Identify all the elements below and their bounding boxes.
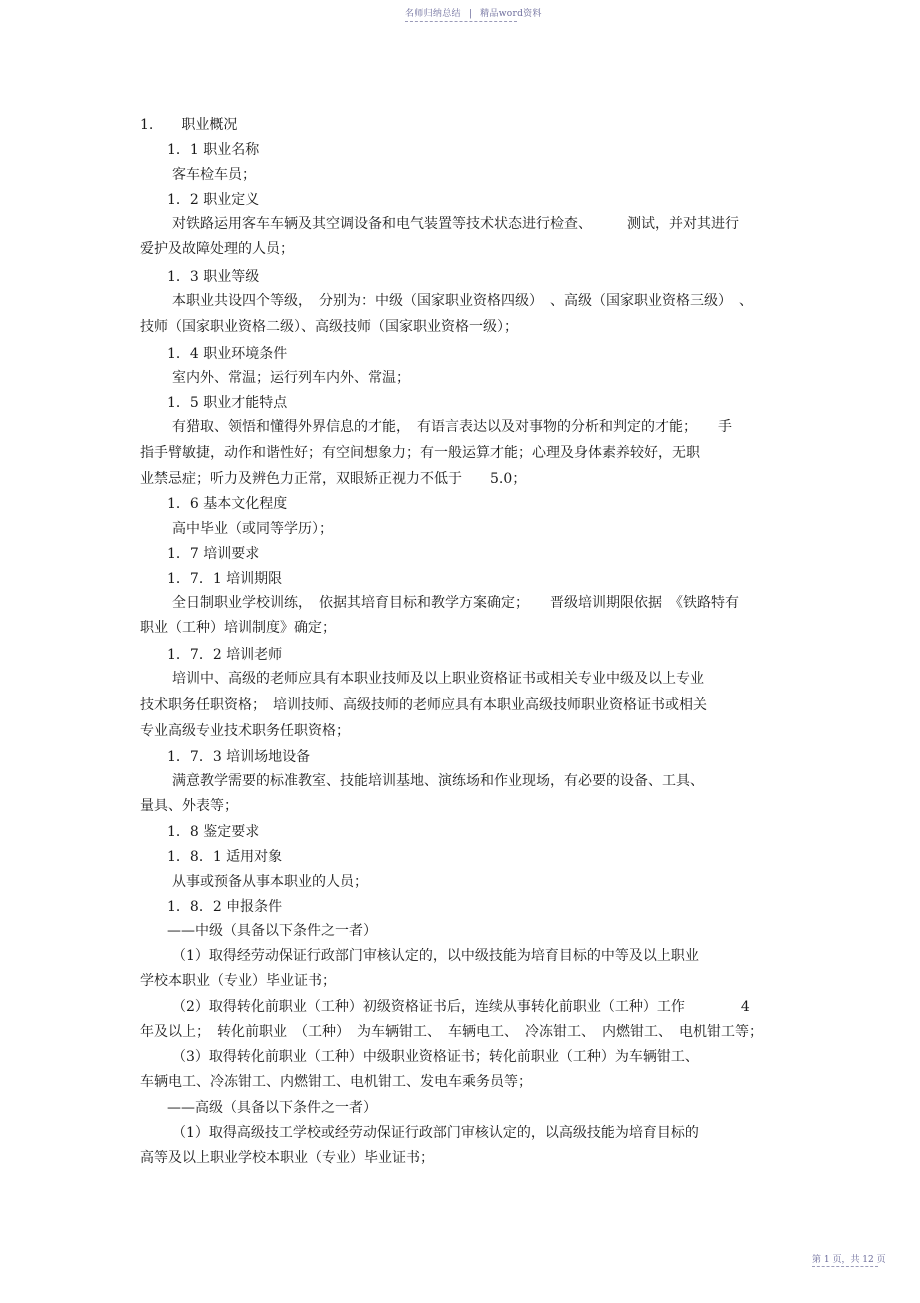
paragraph-line: 从事或预备从事本职业的人员； bbox=[172, 874, 368, 890]
subheading: 1．8．2 申报条件 bbox=[167, 899, 283, 915]
subheading: 1．7 培训要求 bbox=[167, 546, 260, 562]
subheading: 1．6 基本文化程度 bbox=[167, 496, 288, 512]
subheading: 1．4 职业环境条件 bbox=[167, 346, 288, 362]
paragraph-line: （1）取得高级技工学校或经劳动保证行政部门审核认定的，以高级技能为培育目标的 bbox=[172, 1125, 699, 1141]
subheading: 1．7．1 培训期限 bbox=[167, 571, 283, 587]
paragraph-line: 培训中、高级的老师应具有本职业技师及以上职业资格证书或相关专业中级及以上专业 bbox=[172, 671, 704, 687]
subheading: 1．3 职业等级 bbox=[167, 269, 260, 285]
paragraph-line: 爱护及故障处理的人员； bbox=[140, 241, 294, 257]
paragraph-line: 职业（工种）培训制度》确定； bbox=[140, 620, 336, 636]
paragraph-line: 有猎取、领悟和懂得外界信息的才能， 有语言表达以及对事物的分析和判定的才能； 手 bbox=[172, 419, 732, 435]
paragraph-line: （3）取得转化前职业（工种）中级职业资格证书；转化前职业（工种）为车辆钳工、 bbox=[172, 1049, 699, 1065]
subheading: 1．7．3 培训场地设备 bbox=[167, 749, 311, 765]
footer-underline bbox=[812, 1266, 878, 1267]
paragraph-line: ——中级（具备以下条件之一者） bbox=[167, 923, 377, 939]
paragraph-line: 高中毕业（或同等学历）； bbox=[172, 521, 333, 537]
paragraph-line: 业禁忌症；听力及辨色力正常，双眼矫正视力不低于 5.0； bbox=[140, 471, 527, 487]
paragraph-line: 技师（国家职业资格二级）、高级技师（国家职业资格一级）； bbox=[140, 319, 518, 335]
paragraph-line: 车辆电工、冷冻钳工、内燃钳工、电机钳工、发电车乘务员等； bbox=[140, 1074, 532, 1090]
paragraph-line: 高等及以上职业学校本职业（专业）毕业证书； bbox=[140, 1150, 434, 1166]
subheading: 1．8 鉴定要求 bbox=[167, 824, 260, 840]
paragraph-line: 满意教学需要的标准教室、技能培训基地、演练场和作业现场，有必要的设备、工具、 bbox=[172, 773, 704, 789]
paragraph-line: 全日制职业学校训练， 依据其培育目标和教学方案确定； 晋级培训期限依据 《铁路特有 bbox=[172, 595, 739, 611]
subheading: 1．8．1 适用对象 bbox=[167, 849, 283, 865]
paragraph-line: 量具、外表等； bbox=[140, 798, 238, 814]
subheading: 1．1 职业名称 bbox=[167, 142, 260, 158]
section-heading: 1. 职业概况 bbox=[140, 117, 238, 133]
subheading: 1．5 职业才能特点 bbox=[167, 395, 288, 411]
subheading: 1．2 职业定义 bbox=[167, 192, 260, 208]
paragraph-line: 技术职务任职资格； 培训技师、高级技师的老师应具有本职业高级技师职业资格证书或相关 bbox=[140, 697, 707, 713]
paragraph-line: 指手臂敏捷，动作和谐性好；有空间想象力；有一般运算才能；心理及身体素养较好，无职 bbox=[140, 445, 700, 461]
subheading: 1．7．2 培训老师 bbox=[167, 647, 283, 663]
header-separator: | bbox=[468, 9, 473, 19]
page-header bbox=[405, 6, 542, 19]
paragraph-line: 学校本职业（专业）毕业证书； bbox=[140, 973, 336, 989]
paragraph-line: 室内外、常温；运行列车内外、常温； bbox=[172, 370, 410, 386]
paragraph-line: 客车检车员； bbox=[172, 167, 256, 183]
header-right-text: 精品word资料 bbox=[480, 9, 542, 19]
header-left-text: 名师归纳总结 bbox=[405, 9, 461, 19]
paragraph-line: （1）取得经劳动保证行政部门审核认定的，以中级技能为培育目标的中等及以上职业 bbox=[172, 948, 699, 964]
paragraph-line: 专业高级专业技术职务任职资格； bbox=[140, 723, 350, 739]
page-number: 第 1 页，共 12 页 bbox=[812, 1255, 886, 1265]
header-underline bbox=[405, 21, 517, 22]
paragraph-line: （2）取得转化前职业（工种）初级资格证书后，连续从事转化前职业（工种）工作 4 bbox=[172, 999, 750, 1015]
paragraph-line: 本职业共设四个等级， 分别为：中级（国家职业资格四级） 、高级（国家职业资格三级） 、 bbox=[172, 293, 753, 309]
paragraph-line: 年及以上； 转化前职业 （工种） 为车辆钳工、 车辆电工、 冷冻钳工、 内燃钳工、 电机钳工等； bbox=[140, 1024, 763, 1040]
paragraph-line: 对铁路运用客车车辆及其空调设备和电气装置等技术状态进行检查、 测试，并对其进行 bbox=[172, 216, 739, 232]
paragraph-line: ——高级（具备以下条件之一者） bbox=[167, 1100, 377, 1116]
